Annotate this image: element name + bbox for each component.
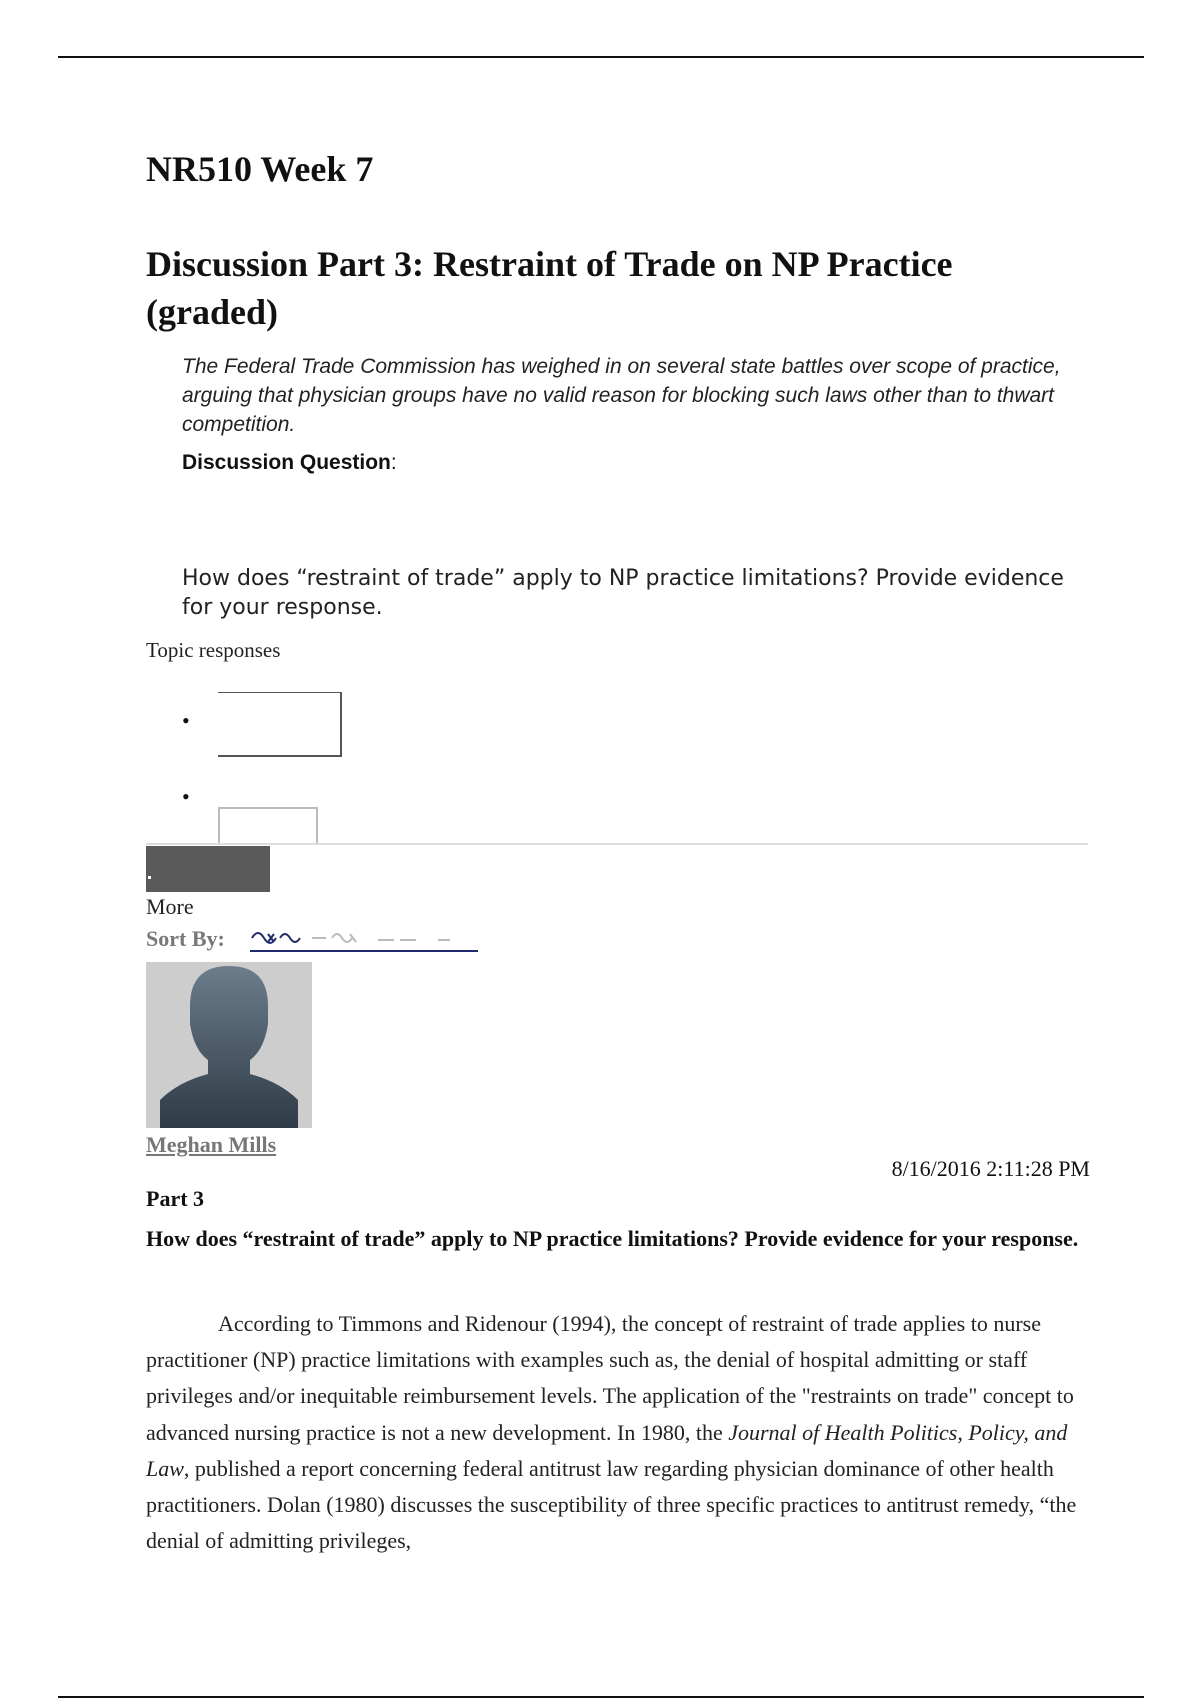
post-body xyxy=(146,1306,1090,1559)
dq-colon: : xyxy=(390,451,397,474)
response-button-1[interactable] xyxy=(218,692,342,757)
post-question: How does “restraint of trade” apply to NP practice limitations? Provide evidence for your response. xyxy=(146,1226,1079,1251)
discussion-question: How does “restraint of trade” apply to NP practice limitations? Provide evidence for your response. xyxy=(182,566,1064,620)
more-link[interactable]: More xyxy=(146,894,194,919)
list-bullet: • xyxy=(182,708,190,733)
divider xyxy=(146,843,1088,845)
response-button-2[interactable] xyxy=(218,807,318,843)
post-body-text-1: According to Timmons and Ridenour (1994), the concept of restraint of trade applies to nurse practitioner (NP) practice limitations with examples such as, the denial of hospital admitting or staff privileges and/or inequitable reimbursement levels. The application of the "restraints on trade" concept to advanced nursing practice is not a new development. In 1980, the xyxy=(146,1311,1074,1445)
post-body-text-2: , published a report concerning federal antitrust law regarding physician dominance of other health practitioners. Dolan (1980) discusses the susceptibility of three specific practices to antitrust remedy, “the denial of admitting privileges, xyxy=(146,1455,1077,1554)
document-title: NR510 Week 7 xyxy=(146,149,374,189)
topic-responses-label: Topic responses xyxy=(146,638,281,662)
top-rule xyxy=(58,56,1144,58)
dq-label-text: Discussion Question xyxy=(182,451,391,474)
user-silhouette-icon xyxy=(146,962,312,1128)
sort-options-icon[interactable] xyxy=(250,924,478,948)
discussion-question-label xyxy=(182,451,397,475)
discussion-intro: The Federal Trade Commission has weighed in on several state battles over scope of practice, arguing that physician groups have no valid reason for blocking such laws other than to thwart competition. xyxy=(182,355,1061,436)
post-timestamp: 8/16/2016 2:11:28 PM xyxy=(891,1156,1090,1181)
sort-options[interactable] xyxy=(250,924,478,952)
bottom-rule xyxy=(58,1696,1144,1698)
avatar[interactable] xyxy=(146,962,312,1128)
discussion-title: Discussion Part 3: Restraint of Trade on NP Practice (graded) xyxy=(146,244,953,332)
toolbar-button-dot xyxy=(148,876,151,879)
sort-by-label: Sort By: xyxy=(146,926,225,951)
toolbar-button[interactable] xyxy=(146,846,270,892)
post-part-heading: Part 3 xyxy=(146,1186,205,1211)
list-bullet: • xyxy=(182,784,190,809)
post-author[interactable]: Meghan Mills xyxy=(146,1132,277,1157)
journal-title: Journal of Health Politics, Policy, and Law xyxy=(146,1419,1068,1481)
